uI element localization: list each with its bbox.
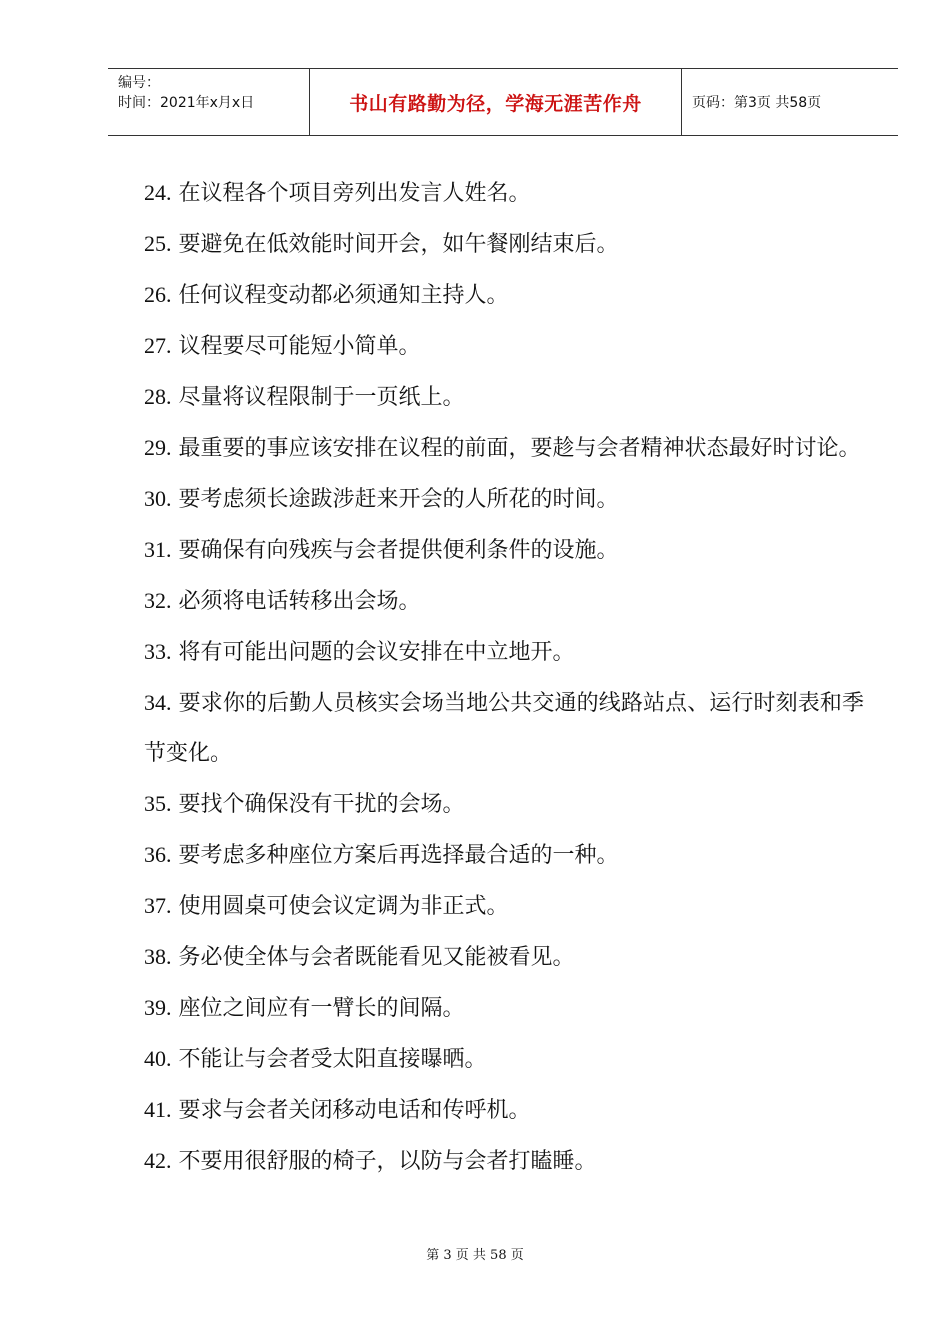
list-item (144, 779, 864, 830)
list-item (144, 474, 864, 525)
item-text: 将有可能出问题的会议安排在中立地开。 (178, 640, 575, 665)
item-number: 28. (144, 384, 172, 409)
list-item (144, 678, 864, 779)
footer-page-number: 第 3 页 共 58 页 (426, 1248, 524, 1263)
list-item (144, 627, 864, 678)
item-text: 座位之间应有一臂长的间隔。 (178, 996, 465, 1021)
item-number: 24. (144, 180, 172, 205)
page-header (108, 68, 898, 136)
list-item (144, 168, 864, 219)
item-text: 不要用很舒服的椅子，以防与会者打瞌睡。 (178, 1149, 597, 1174)
item-number: 37. (144, 893, 172, 918)
header-slogan-cell (310, 69, 682, 135)
item-text: 要求与会者关闭移动电话和传呼机。 (178, 1098, 531, 1123)
document-body (144, 168, 864, 1187)
list-item (144, 270, 864, 321)
list-item (144, 576, 864, 627)
item-text: 任何议程变动都必须通知主持人。 (178, 283, 509, 308)
list-item (144, 372, 864, 423)
item-number: 39. (144, 995, 172, 1020)
item-text: 要找个确保没有干扰的会场。 (178, 792, 465, 817)
item-text: 要求你的后勤人员核实会场当地公共交通的线路站点、运行时刻表和季节变化。 (144, 691, 864, 766)
list-item (144, 830, 864, 881)
list-item (144, 881, 864, 932)
serial-label: 编号： (118, 75, 160, 91)
item-text: 必须将电话转移出会场。 (178, 589, 421, 614)
list-item (144, 1085, 864, 1136)
item-number: 27. (144, 333, 172, 358)
item-text: 要考虑多种座位方案后再选择最合适的一种。 (178, 843, 619, 868)
list-item (144, 932, 864, 983)
item-text: 要确保有向残疾与会者提供便利条件的设施。 (178, 538, 619, 563)
item-text: 不能让与会者受太阳直接曝晒。 (178, 1047, 487, 1072)
item-number: 38. (144, 944, 172, 969)
list-item (144, 1136, 864, 1187)
header-page-info-cell (682, 69, 898, 135)
item-number: 42. (144, 1148, 172, 1173)
item-number: 41. (144, 1097, 172, 1122)
header-slogan: 书山有路勤为径，学海无涯苦作舟 (349, 92, 642, 115)
item-number: 25. (144, 231, 172, 256)
item-text: 在议程各个项目旁列出发言人姓名。 (178, 181, 531, 206)
header-page-info: 页码：第3页 共58页 (692, 95, 822, 111)
item-text: 议程要尽可能短小简单。 (178, 334, 421, 359)
list-item (144, 321, 864, 372)
item-text: 最重要的事应该安排在议程的前面，要趁与会者精神状态最好时讨论。 (178, 436, 861, 461)
list-item (144, 1034, 864, 1085)
list-item (144, 525, 864, 576)
item-number: 36. (144, 842, 172, 867)
time-label: 时间：2021年x月x日 (118, 95, 255, 111)
item-text: 尽量将议程限制于一页纸上。 (178, 385, 465, 410)
item-text: 要考虑须长途跋涉赶来开会的人所花的时间。 (178, 487, 619, 512)
item-text: 要避免在低效能时间开会，如午餐刚结束后。 (178, 232, 619, 257)
item-number: 35. (144, 791, 172, 816)
header-meta (108, 69, 310, 135)
item-number: 34. (144, 690, 172, 715)
item-number: 32. (144, 588, 172, 613)
item-text: 使用圆桌可使会议定调为非正式。 (178, 894, 509, 919)
item-number: 31. (144, 537, 172, 562)
item-number: 29. (144, 435, 172, 460)
item-text: 务必使全体与会者既能看见又能被看见。 (178, 945, 575, 970)
item-number: 30. (144, 486, 172, 511)
list-item (144, 983, 864, 1034)
item-number: 33. (144, 639, 172, 664)
item-number: 26. (144, 282, 172, 307)
list-item (144, 423, 864, 474)
page-footer (0, 1244, 950, 1263)
list-item (144, 219, 864, 270)
item-number: 40. (144, 1046, 172, 1071)
